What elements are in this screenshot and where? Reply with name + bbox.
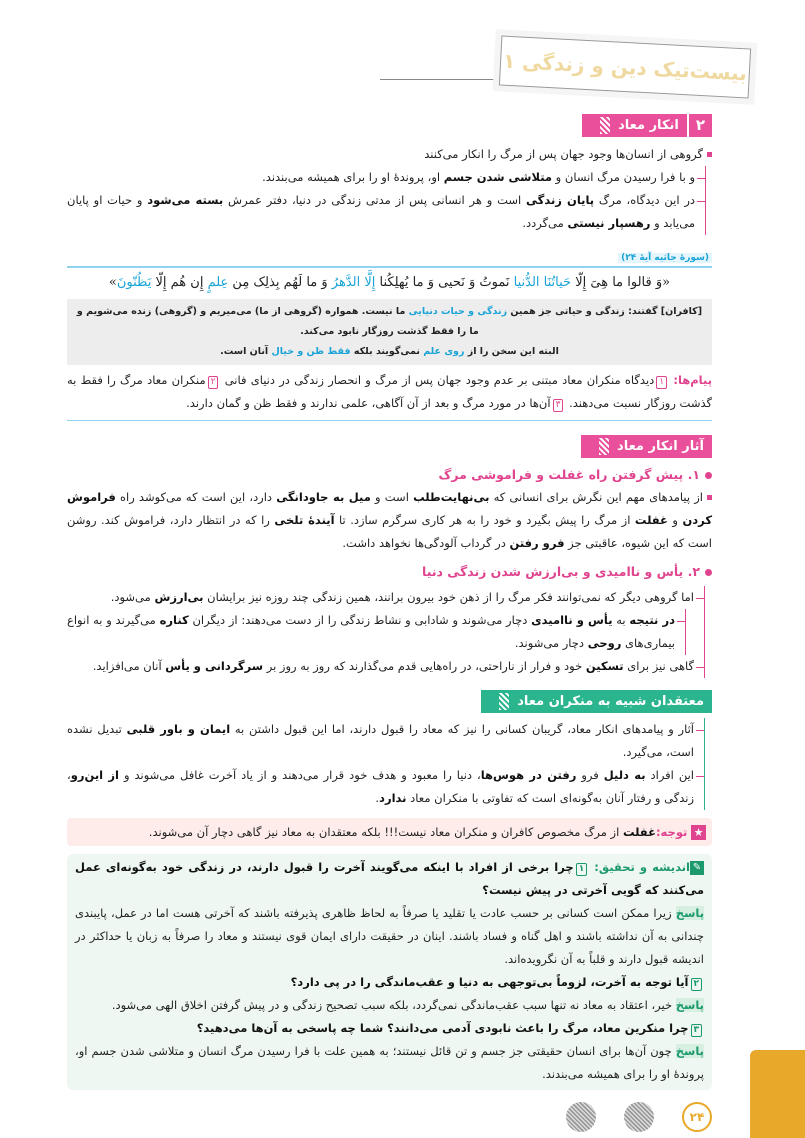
subheading-text: ۱. پیش گرفتن راه غفلت و فراموشی مرگ xyxy=(438,467,700,482)
highlight-text: یَظُنّونَ xyxy=(116,274,152,290)
text: و حیات او پایان می‌یابد و xyxy=(67,193,695,230)
research-box xyxy=(67,854,712,1090)
text: می‌شود. xyxy=(110,590,155,604)
text: است و هر انسانی پس از مدتی زندگی در دنیا، دفتر عمرش xyxy=(223,193,526,207)
text: [کافران] گفتند: زندگی و حیاتی جز همین xyxy=(507,305,703,317)
text: را که در انتظار دارد، فراموش کند. روشن است که این شیوه، عاقبتی جز xyxy=(67,513,712,550)
hatch-decoration xyxy=(599,438,609,455)
text: در این دیدگاه، مرگ xyxy=(594,193,695,207)
bold-text: غفلت xyxy=(622,825,656,839)
text: إِن هُم إِلّا xyxy=(151,274,208,290)
text: انکار xyxy=(462,147,484,161)
decorative-circle xyxy=(624,1102,654,1132)
bold-text: تسکین xyxy=(585,659,624,673)
answer-label: پاسخ xyxy=(675,1044,704,1058)
answer-label: پاسخ xyxy=(675,906,705,920)
message-number: ۱ xyxy=(656,376,667,389)
bullet-icon xyxy=(707,495,712,500)
text: او، پروندهٔ او را برای همیشه می‌بندند. xyxy=(262,170,444,184)
bold-text: بسته می‌شود xyxy=(147,193,224,207)
text: آنان می‌افزاید. xyxy=(92,659,166,673)
subheading-1 xyxy=(67,464,712,486)
highlight-text: زندگی و حیات دنیایی xyxy=(408,305,508,317)
answer-text: زیرا ممکن است کسانی بر حسب عادت یا تقلید یا صرفاً به لحاظ ظاهری پذیرفته باشند که آخرتی هست اما در عمل، پایبندی چندانی به آن نداشته باشند و اهل گناه و فساد باشند. اینان در حقیقت دارای ایمان قوی نیستند و معاد را صرفاً به زبان یا حداکثر در اندیشه قبول دارند و قلباً به آن نگرویده‌اند. xyxy=(75,906,704,966)
messages xyxy=(67,369,712,415)
logo-text: بیست‌تیک دین و زندگی ۱ xyxy=(502,48,748,86)
bracket-line xyxy=(67,166,695,189)
bold-text: آیندهٔ تلخی xyxy=(274,513,335,527)
translation-line xyxy=(71,342,708,362)
text: البته این سخن را از xyxy=(464,345,559,357)
bracket-list-green xyxy=(67,718,705,810)
text: است و xyxy=(370,490,414,504)
footer xyxy=(67,1102,712,1132)
main-content xyxy=(67,114,712,1132)
paragraph-ghaflat xyxy=(67,486,712,555)
subheading-text: ۲. یأس و ناامیدی و بی‌ارزش شدن زندگی دنیا xyxy=(422,564,700,579)
message-text: دیدگاه منکران معاد مبتنی بر عدم وجود جهان پس از مرگ و انحصار زندگی در دنیای فانی xyxy=(224,372,655,387)
bold-text: فرو رفتن xyxy=(509,536,565,550)
bold-text: به دلیل xyxy=(603,768,646,782)
text: اما گروهی دیگر که نمی‌توانند فکر مرگ را از ذهن خود بیرون برانند، همین زندگی چند روزه نیز برایشان xyxy=(203,590,694,604)
star-icon: ★ xyxy=(691,825,706,840)
divider xyxy=(67,266,712,268)
translation-box xyxy=(67,299,712,365)
text: گروهی از انسان‌ها وجود جهان پس از مرگ را xyxy=(483,147,703,161)
section1-body xyxy=(67,143,712,235)
bold-text: غفلت xyxy=(634,513,668,527)
page-number: ۲۴ xyxy=(682,1102,712,1132)
bracket-line xyxy=(67,655,694,678)
answer-label: پاسخ xyxy=(675,998,704,1012)
bold-text: بی‌نهایت‌طلب xyxy=(413,490,490,504)
text: آنان است. xyxy=(220,345,272,357)
note-label: توجه: xyxy=(655,825,688,839)
text: از مرگ مخصوص کافران و منکران معاد نیست!!! بلکه معتقدان به معاد نیز گاهی دچار آن می‌شوند. xyxy=(148,825,623,839)
highlight-text: عِلمٍ xyxy=(207,274,229,290)
bold-text: ایمان و باور قلبی xyxy=(126,722,231,736)
bold-text: رهسپار نیستی xyxy=(567,216,651,230)
brain-icon: ✎ xyxy=(690,861,704,875)
bold-text: پایان زندگی xyxy=(526,193,595,207)
text: . xyxy=(375,791,380,805)
note-box xyxy=(67,818,712,846)
highlight-text: حَیاتُنَا الدُّنیا xyxy=(513,274,572,290)
text: ، زندگی و رفتار آنان به‌گونه‌ای است که تفاوتی با منکران معاد xyxy=(67,768,694,805)
hatch-decoration xyxy=(600,117,610,134)
bracket-line xyxy=(67,764,694,810)
intro-line xyxy=(67,143,712,166)
bold-text: کناره xyxy=(159,613,189,627)
text: فرو xyxy=(576,768,604,782)
bullet-dot-icon xyxy=(705,569,712,576)
text: در گرداب آلودگی‌ها نخواهد داشت. xyxy=(342,536,510,550)
translation-line xyxy=(71,302,708,342)
orange-tab xyxy=(750,1050,805,1138)
text: خود و فرار از ناراحتی، در راه‌هایی قدم می‌گذارند که روز به روز بر xyxy=(263,659,586,673)
message-number: ۳ xyxy=(553,399,564,412)
text: «وَ قالوا ما هِیَ إِلّا xyxy=(571,274,671,290)
highlight-text: روی علم xyxy=(423,345,465,357)
highlight-text: فقط ظن و خیال xyxy=(271,345,351,357)
bracket-line xyxy=(67,586,694,609)
bullet-icon xyxy=(707,152,712,157)
text: دچار می‌شوند و شادابی و نشاط زندگی را از دست می‌دهند: از دیگران xyxy=(188,613,532,627)
text: این افراد xyxy=(645,768,694,782)
section-header-motaghedan xyxy=(481,690,712,713)
text-segments xyxy=(67,490,712,550)
decorative-circle xyxy=(566,1102,596,1132)
section-title: انکار معاد xyxy=(618,118,679,133)
text: دچار می‌شوند. xyxy=(514,636,588,650)
hatch-decoration xyxy=(499,693,509,710)
section-header-asar xyxy=(581,435,712,458)
text: نمی‌گویند بلکه xyxy=(350,345,424,357)
bold-text: در نتیجه xyxy=(629,613,675,627)
text: می‌گیرند و به انواع بیماری‌های xyxy=(67,613,675,650)
question-number: ۳ xyxy=(691,1024,703,1037)
text: نَموتُ وَ نَحیی وَ ما یُهلِکُنا xyxy=(375,274,514,290)
bold-text: بی‌ارزش xyxy=(154,590,204,604)
section-title: معتقدان شبیه به منکران معاد xyxy=(517,694,704,709)
text: ، دنیا را معبود و هدف خود قرار می‌دهند و از یاد آخرت غافل می‌شوند و xyxy=(118,768,481,782)
bold-text: فراموش کردن xyxy=(67,490,713,527)
bold-text: رفتن در هوس‌ها xyxy=(480,768,577,782)
bold-text: سرگردانی و یأس xyxy=(165,659,264,673)
message-text: منکران معاد مرگ را فقط به گذشت روزگار نسبت می‌دهند. xyxy=(67,372,712,410)
messages-label: پیام‌ها: xyxy=(673,372,713,387)
bold-text: میل به جاودانگی xyxy=(276,490,371,504)
text: به xyxy=(612,613,630,627)
text: ما نیست. همواره (گروهی از ما) می‌میریم و (گروهی) زنده می‌شویم و ما را فقط گذشت روزگار نابود می‌کند. xyxy=(76,305,479,337)
research-label: اندیشه و تحقیق: xyxy=(594,860,690,874)
bracket-line xyxy=(67,718,694,764)
highlight-text: إِلَّا الدَّهرُ xyxy=(331,274,376,290)
bracket-line xyxy=(67,609,675,655)
subheading-2 xyxy=(67,561,712,583)
bold-text: از این‌رو xyxy=(70,768,119,782)
bracket-line xyxy=(67,189,695,235)
text: وَ ما لَهُم بِذلِک مِن xyxy=(228,274,332,290)
text: از مرگ را پیش بگیرد و خود را به هر کاری سرگرم سازد. تا xyxy=(334,513,635,527)
bold-text: متلاشی شدن جسم xyxy=(443,170,553,184)
section-header-inkar-maad xyxy=(582,114,712,137)
bullet-dot-icon xyxy=(705,472,712,479)
text: می‌کنند xyxy=(424,147,463,161)
answer-text: خیر، اعتقاد به معاد نه تنها سبب عقب‌ماندگی نمی‌گردد، بلکه سبب تصحیح زندگی و در پیش گرفتن اخلاق الهی می‌شود. xyxy=(111,998,673,1012)
text-segments xyxy=(149,825,656,839)
quran-verse xyxy=(67,270,712,296)
text: آثار و پیامدهای انکار معاد، گریبان کسانی را نیز که معاد را قبول دارند، اما این قبول داشتن به xyxy=(230,722,694,736)
text: تبدیل نشده است، می‌گیرد. xyxy=(67,722,694,759)
logo-banner xyxy=(499,35,751,98)
text: » xyxy=(108,274,117,290)
bold-text: روحی xyxy=(587,636,622,650)
question-text: آیا توجه به آخرت، لزوماً بی‌توجهی به دنیا و عقب‌ماندگی را در پی دارد؟ xyxy=(290,975,689,989)
answer-text: چون آن‌ها برای انسان حقیقتی جز جسم و تن قائل نیستند؛ به همین علت با فرا رسیدن مرگ انسان و متلاشی شدن جسم او، پروندهٔ او را برای همیشه می‌بندند. xyxy=(75,1044,704,1081)
question-text: چرا برخی از افراد با اینکه می‌گویند آخرت را قبول دارند، در زندگی خود به‌گونه‌ای عمل می‌کنند که گویی آخرتی در پیش نیست؟ xyxy=(75,860,704,897)
message-number: ۲ xyxy=(208,376,219,389)
bold-text: ندارد xyxy=(379,791,407,805)
text: می‌گردد. xyxy=(522,216,568,230)
question-number: ۱ xyxy=(576,863,588,876)
section-title: آثار انکار معاد xyxy=(617,439,704,454)
question-text: چرا منکرین معاد، مرگ را باعث نابودی آدمی می‌دانند؟ شما چه پاسخی به آن‌ها می‌دهید؟ xyxy=(196,1021,689,1035)
header-line xyxy=(380,79,505,80)
question-number: ۲ xyxy=(691,978,703,991)
message-text: آن‌ها در مورد مرگ و بعد از آن آگاهی، علمی ندارند و فقط ظن و گمان دارند. xyxy=(186,395,551,410)
text: دارد، این است که می‌کوشد راه xyxy=(115,490,277,504)
text: گاهی نیز برای xyxy=(623,659,694,673)
bracket-list xyxy=(67,586,705,678)
text: و با فرا رسیدن مرگ انسان و xyxy=(552,170,695,184)
section-number: ۲ xyxy=(687,114,712,137)
verse-source: (سورهٔ جاثیه آیهٔ ۲۴) xyxy=(618,253,712,263)
text: از پیامدهای مهم این نگرش برای انسانی که xyxy=(489,490,703,504)
text: و xyxy=(667,513,683,527)
bold-text: یأس و ناامیدی xyxy=(531,613,613,627)
divider xyxy=(67,420,712,422)
text-segments xyxy=(424,147,703,161)
